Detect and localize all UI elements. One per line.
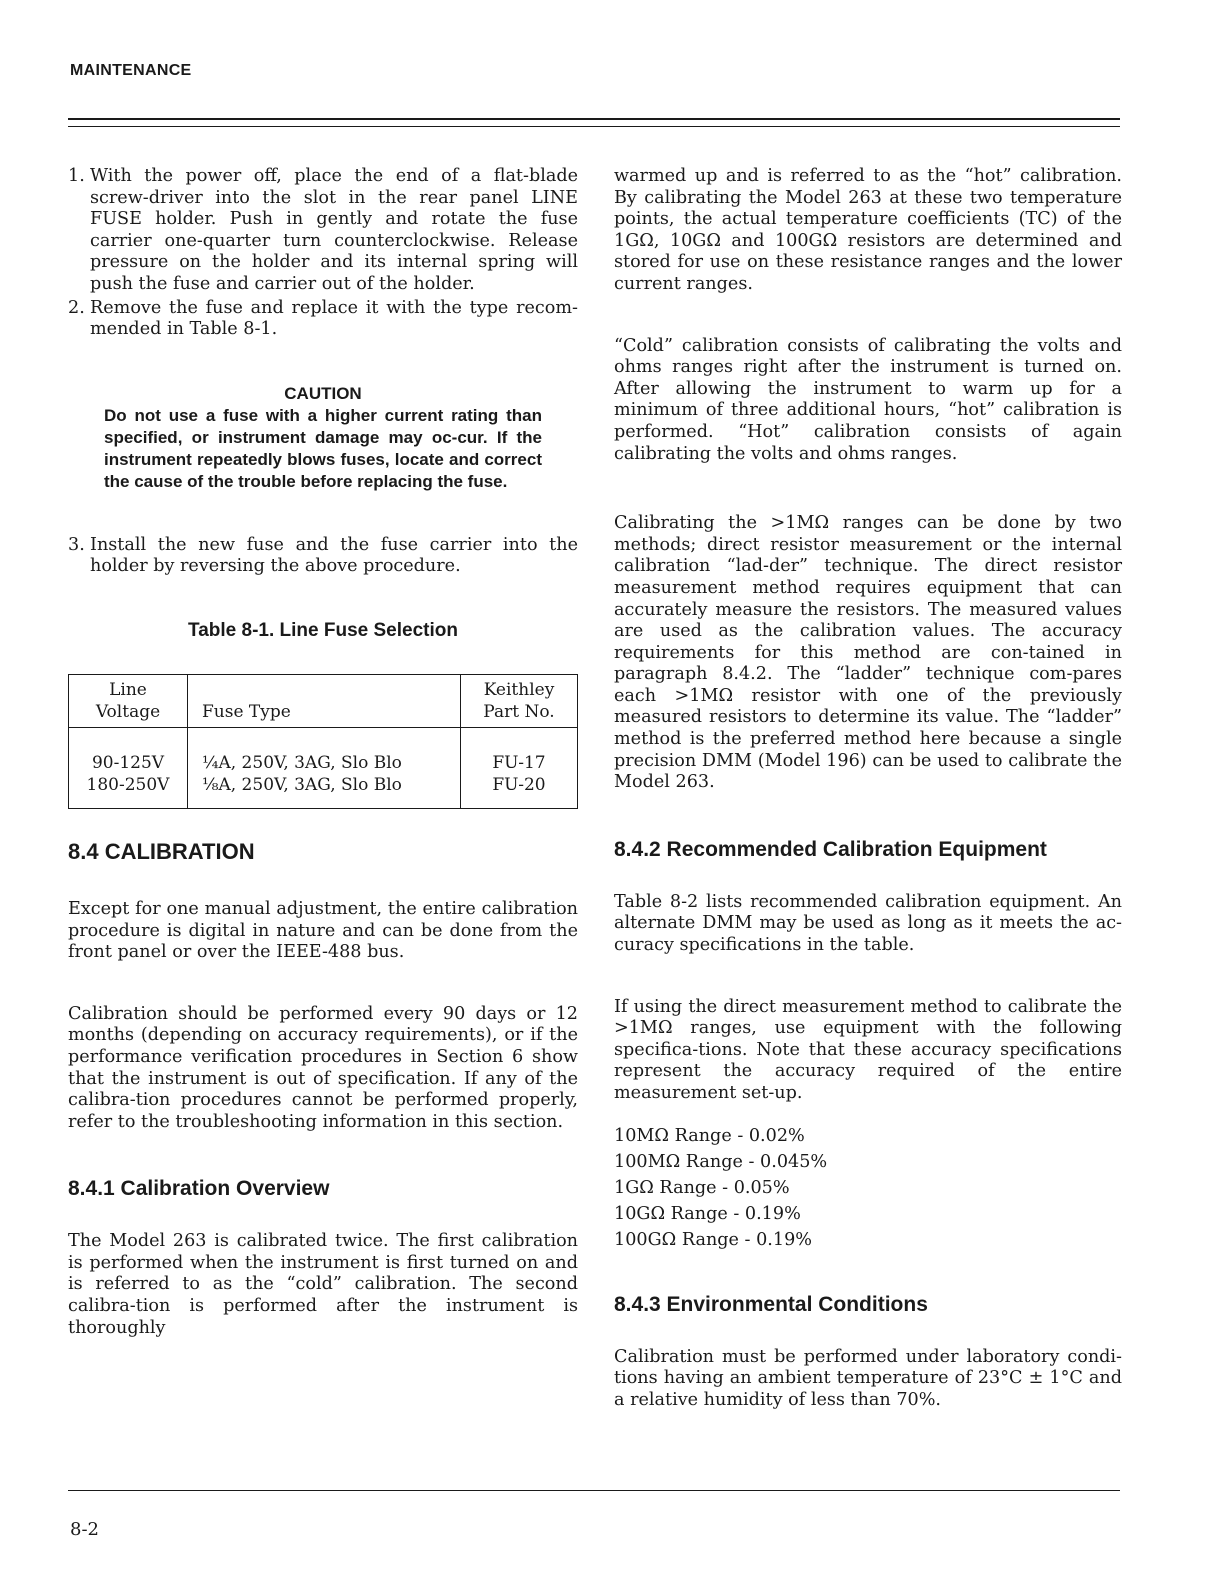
header-line-voltage <box>69 674 188 727</box>
range-item: 100MΩ Range - 0.045% <box>614 1151 828 1172</box>
cell-part: FU-17 <box>461 727 578 774</box>
header-fuse-type: Fuse Type <box>188 674 461 727</box>
table-title: Table 8-1. Line Fuse Selection <box>188 619 458 641</box>
header-text: Keithley <box>483 679 555 700</box>
cell-voltage: 180-250V <box>69 774 188 809</box>
calibration-paragraph-2: Calibration should be performed every 90 days or 12 months (depending on accuracy requirements), or if the performance verification procedures in Section 6 show that the instrument is out of specification. If any of the calibra-tion procedures cannot be performed properly, refer to the troubleshooting information in this section. <box>68 1003 578 1132</box>
step-text: With the power off, place the end of a flat-blade screw-driver into the slot in the rear panel LINE FUSE holder. Push in gently and rotate the fuse carrier one-quarter turn counterclockwise. Release pressure on the holder and its internal spring will push the fuse and carrier out of the holder. <box>90 166 578 294</box>
step-number: 1. <box>68 166 85 186</box>
overview-paragraph-continued: warmed up and is referred to as the “hot” calibration. By calibrating the Model 263 at these two temperature points, the actual temperature coefficients (TC) of the 1GΩ, 10GΩ and 100GΩ resistors are determined and stored for use on these resistance ranges and the lower current ranges. <box>614 166 1122 294</box>
cell-voltage: 90-125V <box>69 727 188 774</box>
range-item: 1GΩ Range - 0.05% <box>614 1177 790 1198</box>
footer-rule <box>68 1490 1120 1491</box>
range-item: 10GΩ Range - 0.19% <box>614 1203 801 1224</box>
cell-part: FU-20 <box>461 774 578 809</box>
procedure-steps-a <box>68 166 578 341</box>
header-rule-thin <box>68 126 1120 127</box>
equipment-paragraph-2: If using the direct measurement method to calibrate the >1MΩ ranges, use equipment with the following specifica-tions. Note that these accuracy specifications represent the accuracy required of the entire measurement set-up. <box>614 996 1122 1103</box>
environment-paragraph-1: Calibration must be performed under laboratory condi-tions having an ambient temperature of 23°C ± 1°C and a relative humidity of less than 70%. <box>614 1346 1122 1410</box>
step-text: Remove the fuse and replace it with the type recom-mended in Table 8-1. <box>90 297 578 340</box>
step-text: Install the new fuse and the fuse carrier into the holder by reversing the above procedure. <box>90 534 578 577</box>
right-column <box>614 166 1122 1411</box>
step-number: 3. <box>68 534 85 555</box>
caution-box <box>68 383 578 493</box>
procedure-step-3 <box>68 535 578 578</box>
section-heading-calibration: 8.4 CALIBRATION <box>68 838 255 864</box>
caution-title: CAUTION <box>284 383 362 403</box>
section-heading-equipment: 8.4.2 Recommended Calibration Equipment <box>614 837 1047 861</box>
table-row <box>69 774 578 809</box>
table-row <box>69 727 578 774</box>
procedure-step-1 <box>68 166 578 296</box>
running-header: MAINTENANCE <box>70 62 192 79</box>
cold-calibration-paragraph: “Cold” calibration consists of calibrating the volts and ohms ranges right after the instrument is turned on. After allowing the instrument to warm up for a minimum of three additional hours, “hot” calibration is performed. “Hot” calibration consists of again calibrating the volts and ohms ranges. <box>614 335 1122 464</box>
step-number: 2. <box>68 297 85 318</box>
range-item: 10MΩ Range - 0.02% <box>614 1125 805 1146</box>
calibration-paragraph-1: Except for one manual adjustment, the entire calibration procedure is digital in nature and can be done from the front panel or over the IEEE-488 bus. <box>68 898 578 963</box>
left-column <box>68 166 578 1339</box>
caution-body: Do not use a fuse with a higher current rating than specified, or instrument damage may oc-cur. If the instrument repeatedly blows fuses, locate and correct the cause of the trouble before replacing the fuse. <box>104 405 542 491</box>
header-text: Line <box>109 679 147 700</box>
fuse-selection-table <box>68 674 578 809</box>
cell-fuse: ⅛A, 250V, 3AG, Slo Blo <box>188 774 461 809</box>
section-heading-environment: 8.4.3 Environmental Conditions <box>614 1292 928 1316</box>
header-text: Voltage <box>95 701 161 722</box>
header-part-no <box>461 674 578 727</box>
methods-paragraph: Calibrating the >1MΩ ranges can be done by two methods; direct resistor measurement or the internal calibration “lad-der” technique. The direct resistor measurement method requires equipment that can accurately measure the resistors. The measured values are used as the calibration values. The accuracy requirements for this method are con-tained in paragraph 8.4.2. The “ladder” technique com-pares each >1MΩ resistor with one of the previously measured resistors to determine its value. The “ladder” method is the preferred method here because a single precision DMM (Model 196) can be used to calibrate the Model 263. <box>614 513 1122 793</box>
overview-paragraph-1: The Model 263 is calibrated twice. The first calibration is performed when the instrument is first turned on and is referred to as the “cold” calibration. The second calibra-tion is performed after the instrument is thoroughly <box>68 1231 578 1338</box>
cell-fuse: ¼A, 250V, 3AG, Slo Blo <box>188 727 461 774</box>
section-heading-overview: 8.4.1 Calibration Overview <box>68 1177 330 1201</box>
page-number: 8-2 <box>70 1519 99 1540</box>
header-rule-thick <box>68 118 1120 120</box>
range-item: 100GΩ Range - 0.19% <box>614 1229 812 1250</box>
equipment-paragraph-1: Table 8-2 lists recommended calibration equipment. An alternate DMM may be used as long as it meets the ac-curacy specifications in the table. <box>614 891 1122 956</box>
table-header-row <box>69 674 578 727</box>
accuracy-ranges-list <box>614 1123 1122 1253</box>
procedure-steps-b <box>68 535 578 578</box>
procedure-step-2 <box>68 298 578 341</box>
header-text: Part No. <box>483 701 555 722</box>
